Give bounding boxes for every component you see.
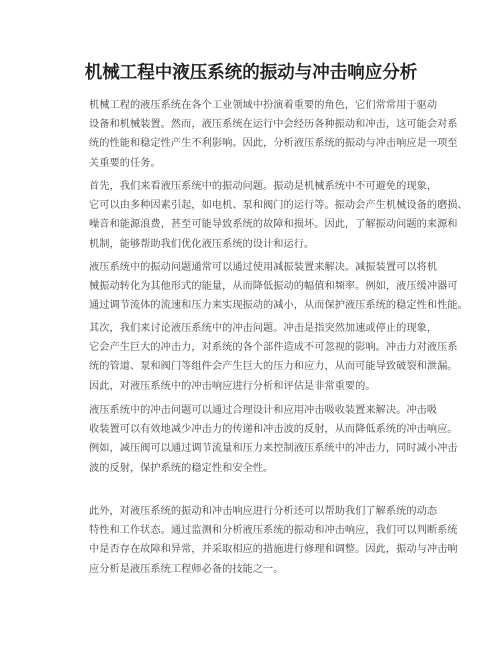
- text-line: 特性和工作状态。通过监测和分析液压系统的振动和冲击响应，我们可以判断系统: [89, 525, 458, 537]
- text-line: 液压系统中的冲击问题可以通过合理设计和应用冲击吸收装置来解决。冲击吸: [89, 405, 438, 416]
- paragraph-5: [89, 401, 458, 478]
- text-line: 械振动转化为其他形式的能量，从而降低振动的幅值和频率。例如，液压缓冲器可: [89, 281, 458, 293]
- text-line: 设备和机械装置。然而，液压系统在运行中会经历各种振动和冲击，这可能会对系: [89, 119, 458, 131]
- text-line: 应分析是液压系统工程师必备的技能之一。: [89, 563, 284, 575]
- text-line: 关重要的任务。: [89, 157, 161, 169]
- text-line: 它会产生巨大的冲击力，对系统的各个部件造成不可忽视的影响。冲击力对液压系: [89, 342, 458, 354]
- text-line: 其次，我们来讨论液压系统中的冲击问题。冲击是指突然加速或停止的现象，: [89, 323, 438, 334]
- text-line: 机械工程的液压系统在各个工业领域中扮演着重要的角色，它们常常用于驱动: [89, 100, 438, 111]
- paragraph-2: [89, 177, 468, 254]
- paragraph-3: [89, 258, 468, 316]
- text-line: 它可以由多种因素引起，如电机、泵和阀门的运行等。振动会产生机械设备的磨损、: [89, 200, 468, 212]
- text-line: 噪音和能源浪费，甚至可能导致系统的故障和损坏。因此，了解振动问题的来源和: [89, 219, 458, 231]
- text-line: 收装置可以有效地减少冲击力的传递和冲击波的反射，从而降低系统的冲击响应。: [89, 424, 458, 436]
- paragraph-6: [89, 502, 458, 579]
- text-line: 机制，能够帮助我们优化液压系统的设计和运行。: [89, 238, 315, 250]
- paragraph-1: [89, 96, 458, 173]
- text-line: 通过调节流体的流速和压力来实现振动的减小，从而保护液压系统的稳定性和性能。: [89, 300, 468, 312]
- text-line: 统的管道、泵和阀门等组件会产生巨大的压力和应力，从而可能导致破裂和泄漏。: [89, 361, 458, 373]
- text-line: 液压系统中的振动问题通常可以通过使用减振装置来解决。减振装置可以将机: [89, 262, 438, 273]
- paragraph-4: [89, 319, 458, 396]
- text-line: 波的反射，保护系统的稳定性和安全性。: [89, 462, 274, 474]
- text-line: 因此，对液压系统中的冲击响应进行分析和评估是非常重要的。: [89, 380, 376, 392]
- text-line: 首先，我们来看液压系统中的振动问题。振动是机械系统中不可避免的现象，: [89, 181, 438, 192]
- text-line: 例如，减压阀可以通过调节流量和压力来控制液压系统中的冲击力，同时减小冲击: [89, 443, 458, 455]
- text-line: 此外，对液压系统的振动和冲击响应进行分析还可以帮助我们了解系统的动态: [89, 506, 438, 517]
- document-title: 机械工程中液压系统的振动与冲击响应分析: [84, 63, 418, 83]
- text-line: 中是否存在故障和异常，并采取相应的措施进行修理和调整。因此，振动与冲击响: [89, 544, 458, 556]
- text-line: 统的性能和稳定性产生不利影响。因此，分析液压系统的振动与冲击响应是一项至: [89, 138, 458, 150]
